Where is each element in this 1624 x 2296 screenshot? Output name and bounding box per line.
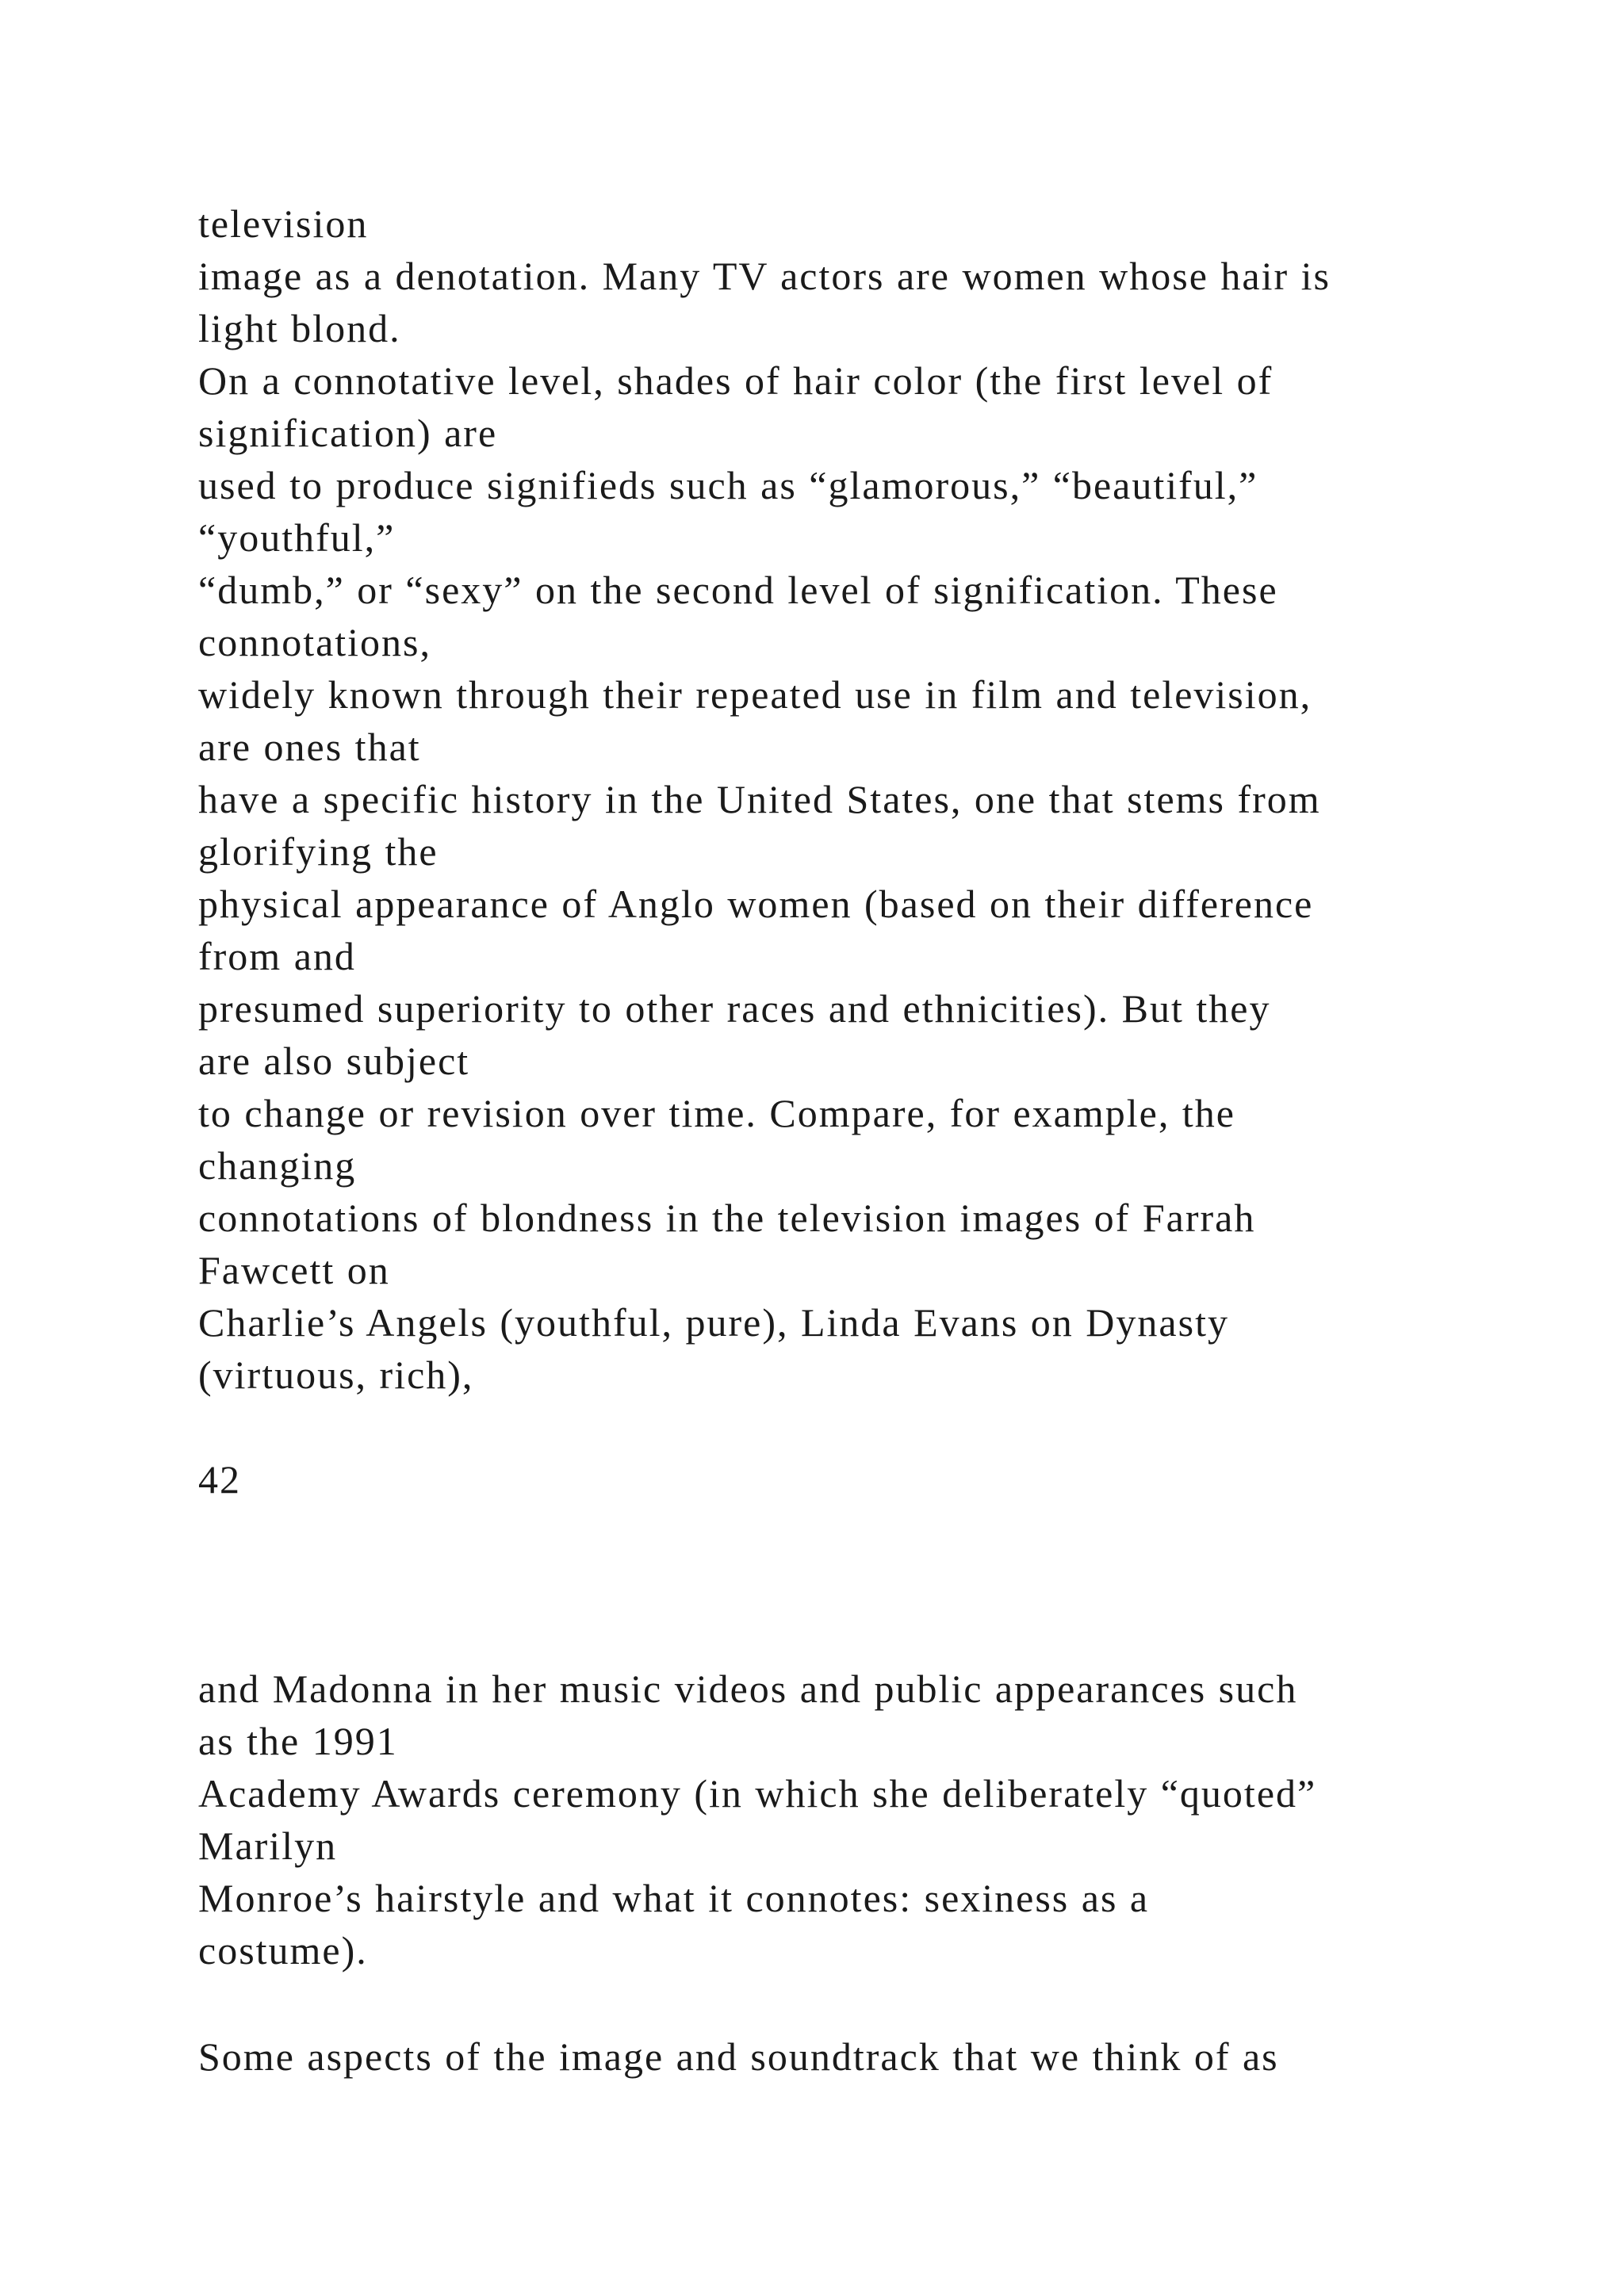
text-line: connotations, — [198, 620, 432, 664]
text-line: Marilyn — [198, 1823, 338, 1868]
text-line: (virtuous, rich), — [198, 1353, 474, 1397]
text-line: presumed superiority to other races and ethnicities). But they — [198, 986, 1271, 1031]
text-line: light blond. — [198, 306, 401, 350]
text-line: widely known through their repeated use in film and television, — [198, 672, 1312, 717]
text-line: changing — [198, 1143, 357, 1188]
paragraph-image-soundtrack — [198, 2030, 1507, 2083]
paragraph-madonna — [198, 1663, 1507, 1976]
paragraph-blondness-connotations — [198, 197, 1507, 1401]
text-line: costume). — [198, 1928, 368, 1973]
text-line: and Madonna in her music videos and public appearances such — [198, 1667, 1298, 1711]
text-line: “youthful,” — [198, 515, 396, 560]
text-line: Charlie’s Angels (youthful, pure), Linda Evans on Dynasty — [198, 1300, 1229, 1345]
text-line: glorifying the — [198, 829, 439, 874]
text-line: Fawcett on — [198, 1248, 390, 1292]
text-line: have a specific history in the United States, one that stems from — [198, 777, 1321, 821]
text-line: signification) are — [198, 411, 498, 455]
text-line: Monroe’s hairstyle and what it connotes: sexiness as a — [198, 1876, 1150, 1920]
text-line: “dumb,” or “sexy” on the second level of signification. These — [198, 568, 1278, 612]
text-line: image as a denotation. Many TV actors are women whose hair is — [198, 254, 1331, 298]
text-line: On a connotative level, shades of hair color (the first level of — [198, 358, 1274, 403]
text-line: as the 1991 — [198, 1719, 398, 1763]
page-number — [198, 1453, 1507, 1506]
text-line: are ones that — [198, 725, 421, 769]
text-line: are also subject — [198, 1039, 470, 1083]
text-line: to change or revision over time. Compare, for example, the — [198, 1091, 1235, 1135]
text-line: connotations of blondness in the television images of Farrah — [198, 1196, 1256, 1240]
text-line: used to produce signifieds such as “glamorous,” “beautiful,” — [198, 463, 1258, 507]
text-line: Academy Awards ceremony (in which she deliberately “quoted” — [198, 1771, 1317, 1816]
text-line: Some aspects of the image and soundtrack that we think of as — [198, 2034, 1279, 2079]
text-line: physical appearance of Anglo women (based on their difference — [198, 882, 1314, 926]
text-line: television — [198, 201, 369, 246]
page-number-text: 42 — [198, 1457, 241, 1502]
text-line: from and — [198, 934, 356, 978]
